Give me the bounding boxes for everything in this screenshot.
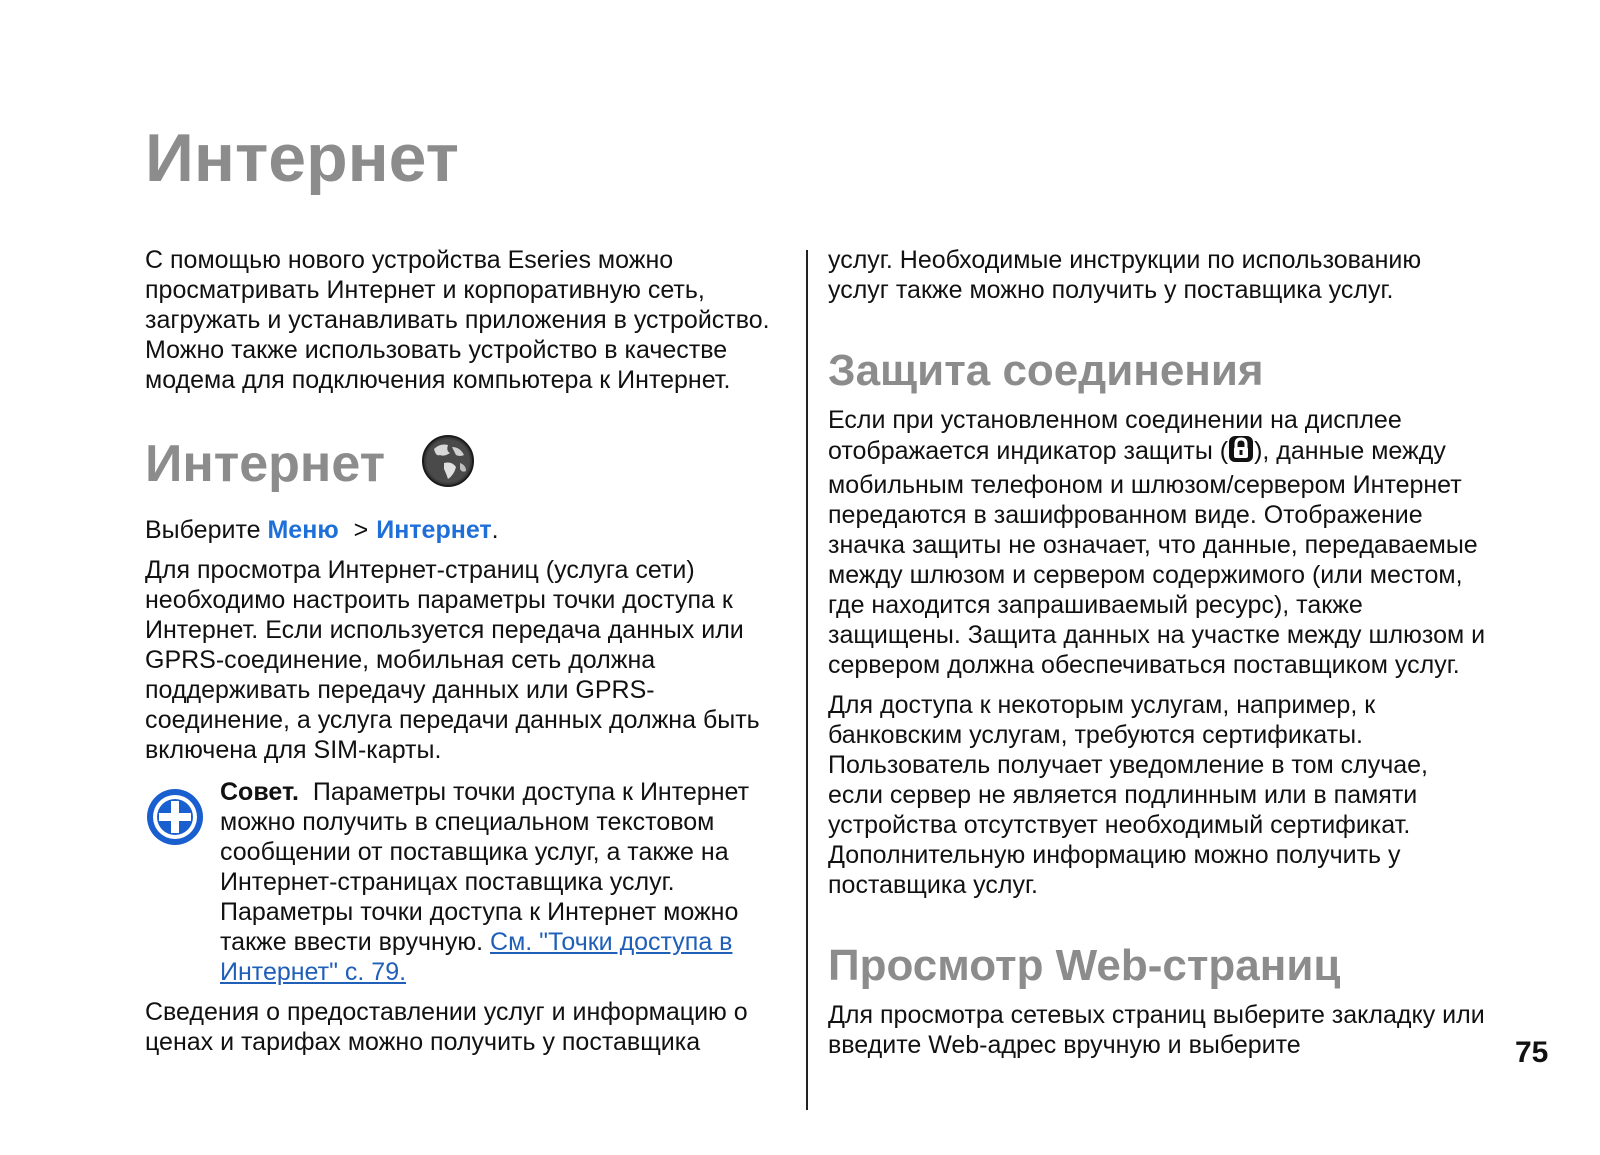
section-title-browse: Просмотр Web-страниц (828, 941, 1341, 990)
globe-icon (420, 433, 476, 494)
intro-paragraph: С помощью нового устройства Eseries можно просматривать Интернет и корпоративную сеть, загружать и устанавливать приложения в устройство. Можно также использовать устройство в качестве модема для подключения компьютера к Интернет. (145, 246, 770, 394)
plus-circle-icon (145, 787, 205, 852)
security-paragraph (828, 405, 1488, 680)
security-text-start: Если при установленном соединении на дисплее отображается индикатор защиты ( (828, 406, 1402, 465)
right-column (828, 245, 1488, 1060)
chapter-title: Интернет (145, 120, 459, 196)
access-point-paragraph: Для просмотра Интернет-страниц (услуга сети) необходимо настроить параметры точки доступа к Интернет. Если используется передача данных или GPRS-соединение, мобильная сеть должна поддерживать передачу данных или GPRS-соединение, а услуга передачи данных должна быть включена для SIM-карты. (145, 556, 760, 764)
menu-path-separator: > (353, 516, 369, 544)
certificates-paragraph: Для доступа к некоторым услугам, например, к банковским услугам, требуются сертификаты. Пользователь получает уведомление в том случае, если сервер не является подлинным или в памяти устройства отсутствует необходимый сертификат. Дополнительную информацию можно получить у поставщика услуг. (828, 691, 1428, 899)
tip-box (145, 777, 795, 987)
access-points-link[interactable]: См. "Точки доступа в Интернет" с. 79. (220, 928, 733, 986)
menu-path-suffix: . (491, 516, 499, 544)
lock-icon (1228, 435, 1254, 470)
internet-link[interactable]: Интернет (376, 516, 492, 544)
menu-path (145, 515, 795, 545)
tip-body: Параметры точки доступа к Интернет можно получить в специальном текстовом сообщении от поставщика услуг, а также на Интернет-страницах поставщика услуг. Параметры точки доступа к Интернет можно также ввести вручную. (220, 778, 750, 956)
column-divider (806, 250, 808, 1110)
security-text-end: ), данные между мобильным телефоном и шлюзом/сервером Интернет передаются в зашифрованном виде. Отображение значка защиты не означает, что данные, передаваемые между шлюзом и сервером содержимого (или местом, где находится запрашиваемый ресурс), также защищены. Защита данных на участке между шлюзом и сервером должна обеспечиваться поставщиком услуг. (828, 437, 1486, 679)
section-title-security: Защита соединения (828, 346, 1264, 395)
section-internet-header (145, 433, 795, 505)
browse-paragraph: Для просмотра сетевых страниц выберите закладку или введите Web-адрес вручную и выберите (828, 1001, 1485, 1059)
service-info-continued: услуг. Необходимые инструкции по использованию услуг также можно получить у поставщика услуг. (828, 246, 1422, 304)
tip-label: Совет. (220, 778, 299, 806)
section-title-internet: Интернет (145, 434, 386, 493)
service-info-paragraph: Сведения о предоставлении услуг и информацию о ценах и тарифах можно получить у поставщика (145, 998, 748, 1056)
page-number: 75 (1515, 1036, 1549, 1069)
menu-link[interactable]: Меню (267, 516, 339, 544)
menu-path-prefix: Выберите (145, 516, 261, 544)
tip-text (220, 777, 795, 987)
left-column (145, 245, 795, 1057)
